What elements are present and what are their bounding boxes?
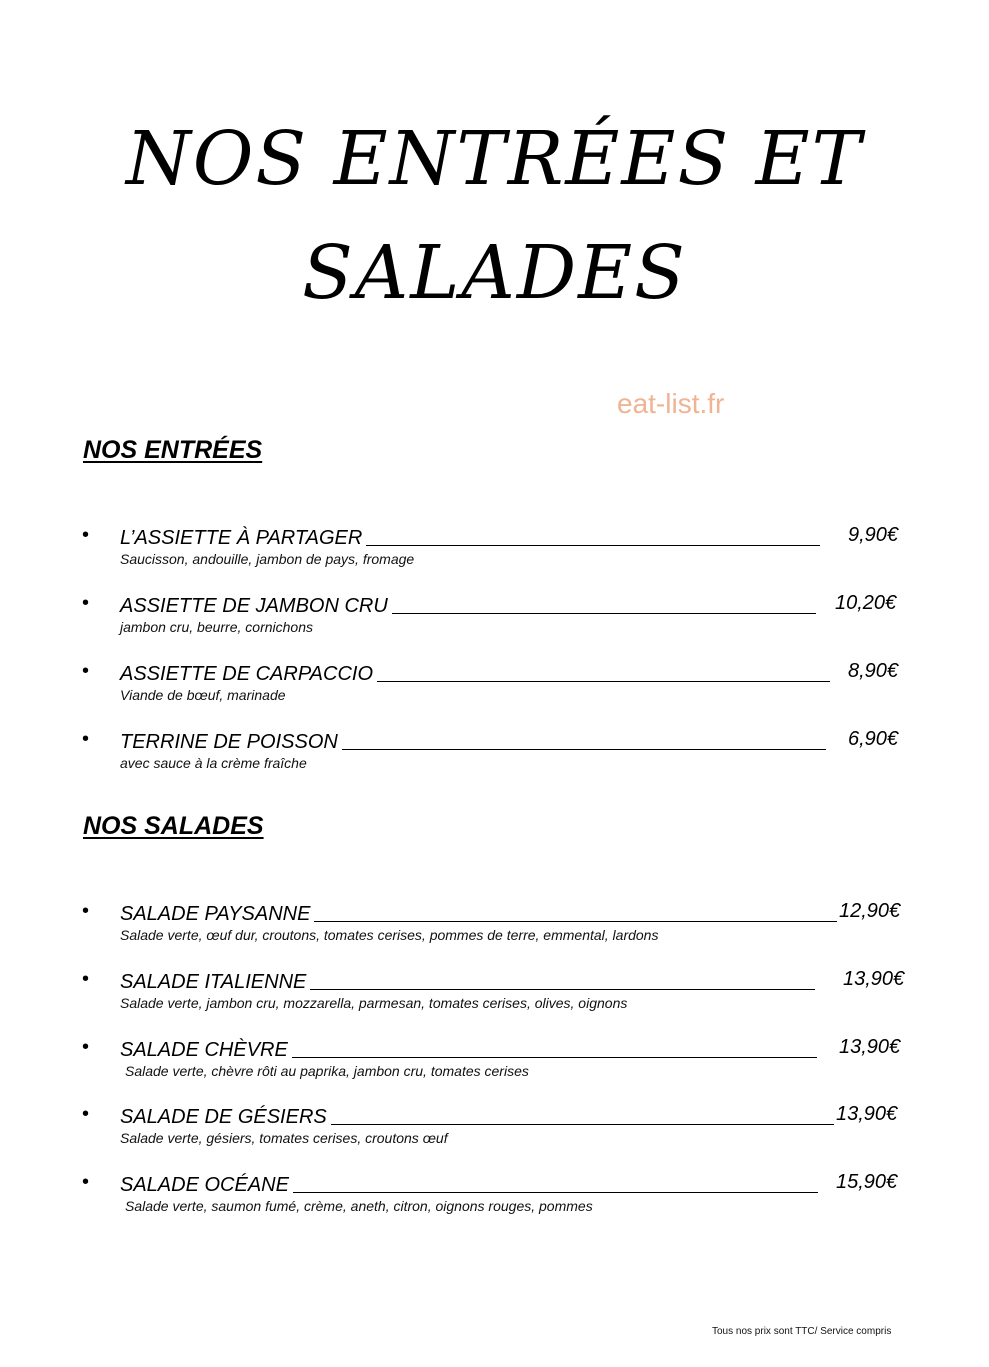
menu-title-line-1: NOS ENTRÉES ET — [125, 116, 864, 202]
leader-line — [310, 989, 815, 990]
item-price: 6,90€ — [848, 728, 899, 750]
bullet: • — [82, 968, 90, 990]
item-description: jambon cru, beurre, cornichons — [120, 619, 313, 635]
leader-line — [292, 1057, 817, 1058]
section-title-entrees: NOS ENTRÉES — [83, 436, 263, 464]
bullet: • — [82, 592, 90, 614]
menu-item — [0, 660, 989, 710]
leader-line — [377, 681, 830, 682]
item-price: 12,90€ — [839, 900, 901, 922]
item-name: SALADE PAYSANNE — [120, 903, 311, 925]
leader-line — [366, 545, 820, 546]
item-name: TERRINE DE POISSON — [120, 731, 338, 753]
item-name: SALADE OCÉANE — [120, 1174, 289, 1196]
item-price: 8,90€ — [848, 660, 899, 682]
menu-item — [0, 968, 989, 1018]
item-price: 13,90€ — [836, 1103, 898, 1125]
menu-item — [0, 900, 989, 950]
leader-line — [392, 613, 816, 614]
leader-line — [331, 1124, 834, 1125]
item-line — [120, 660, 840, 686]
item-line — [120, 1103, 834, 1129]
item-line — [120, 1171, 828, 1197]
item-price: 10,20€ — [835, 592, 897, 614]
bullet: • — [82, 1036, 90, 1058]
menu-title-line-2: SALADES — [302, 230, 687, 316]
bullet: • — [82, 660, 90, 682]
menu-item — [0, 592, 989, 642]
menu-item — [0, 1036, 989, 1086]
item-line — [120, 524, 830, 550]
item-price: 15,90€ — [836, 1171, 898, 1193]
item-name: SALADE DE GÉSIERS — [120, 1106, 327, 1128]
item-description: Salade verte, œuf dur, croutons, tomates cerises, pommes de terre, emmental, lardons — [120, 927, 659, 943]
item-description: Viande de bœuf, marinade — [120, 687, 286, 703]
item-description: Salade verte, jambon cru, mozzarella, parmesan, tomates cerises, olives, oignons — [120, 995, 628, 1011]
item-price: 13,90€ — [839, 1036, 901, 1058]
item-line — [120, 1036, 827, 1062]
bullet: • — [82, 524, 90, 546]
bullet: • — [82, 900, 90, 922]
item-name: SALADE ITALIENNE — [120, 971, 307, 993]
leader-line — [342, 749, 826, 750]
menu-item — [0, 1103, 989, 1153]
item-line — [120, 592, 826, 618]
item-line — [120, 728, 836, 754]
footer-note: Tous nos prix sont TTC/ Service compris — [712, 1326, 892, 1337]
item-line — [120, 900, 837, 926]
item-name: SALADE CHÈVRE — [120, 1039, 288, 1061]
item-line — [120, 968, 825, 994]
item-price: 9,90€ — [848, 524, 899, 546]
bullet: • — [82, 1103, 90, 1125]
item-description: Salade verte, gésiers, tomates cerises, croutons œuf — [120, 1130, 448, 1146]
menu-item — [0, 1171, 989, 1221]
item-description: Saucisson, andouille, jambon de pays, fromage — [120, 551, 415, 567]
watermark: eat-list.fr — [617, 388, 725, 419]
item-name: ASSIETTE DE JAMBON CRU — [120, 595, 388, 617]
item-name: ASSIETTE DE CARPACCIO — [120, 663, 374, 685]
item-description: Salade verte, saumon fumé, crème, aneth, citron, oignons rouges, pommes — [125, 1198, 593, 1214]
item-name: L’ASSIETTE À PARTAGER — [120, 527, 363, 549]
item-description: avec sauce à la crème fraîche — [120, 755, 307, 771]
leader-line — [314, 921, 837, 922]
item-description: Salade verte, chèvre rôti au paprika, jambon cru, tomates cerises — [125, 1063, 529, 1079]
bullet: • — [82, 1171, 90, 1193]
leader-line — [293, 1192, 818, 1193]
menu-item — [0, 728, 989, 778]
section-title-salades: NOS SALADES — [83, 812, 264, 840]
item-price: 13,90€ — [843, 968, 905, 990]
menu-item — [0, 524, 989, 574]
bullet: • — [82, 728, 90, 750]
